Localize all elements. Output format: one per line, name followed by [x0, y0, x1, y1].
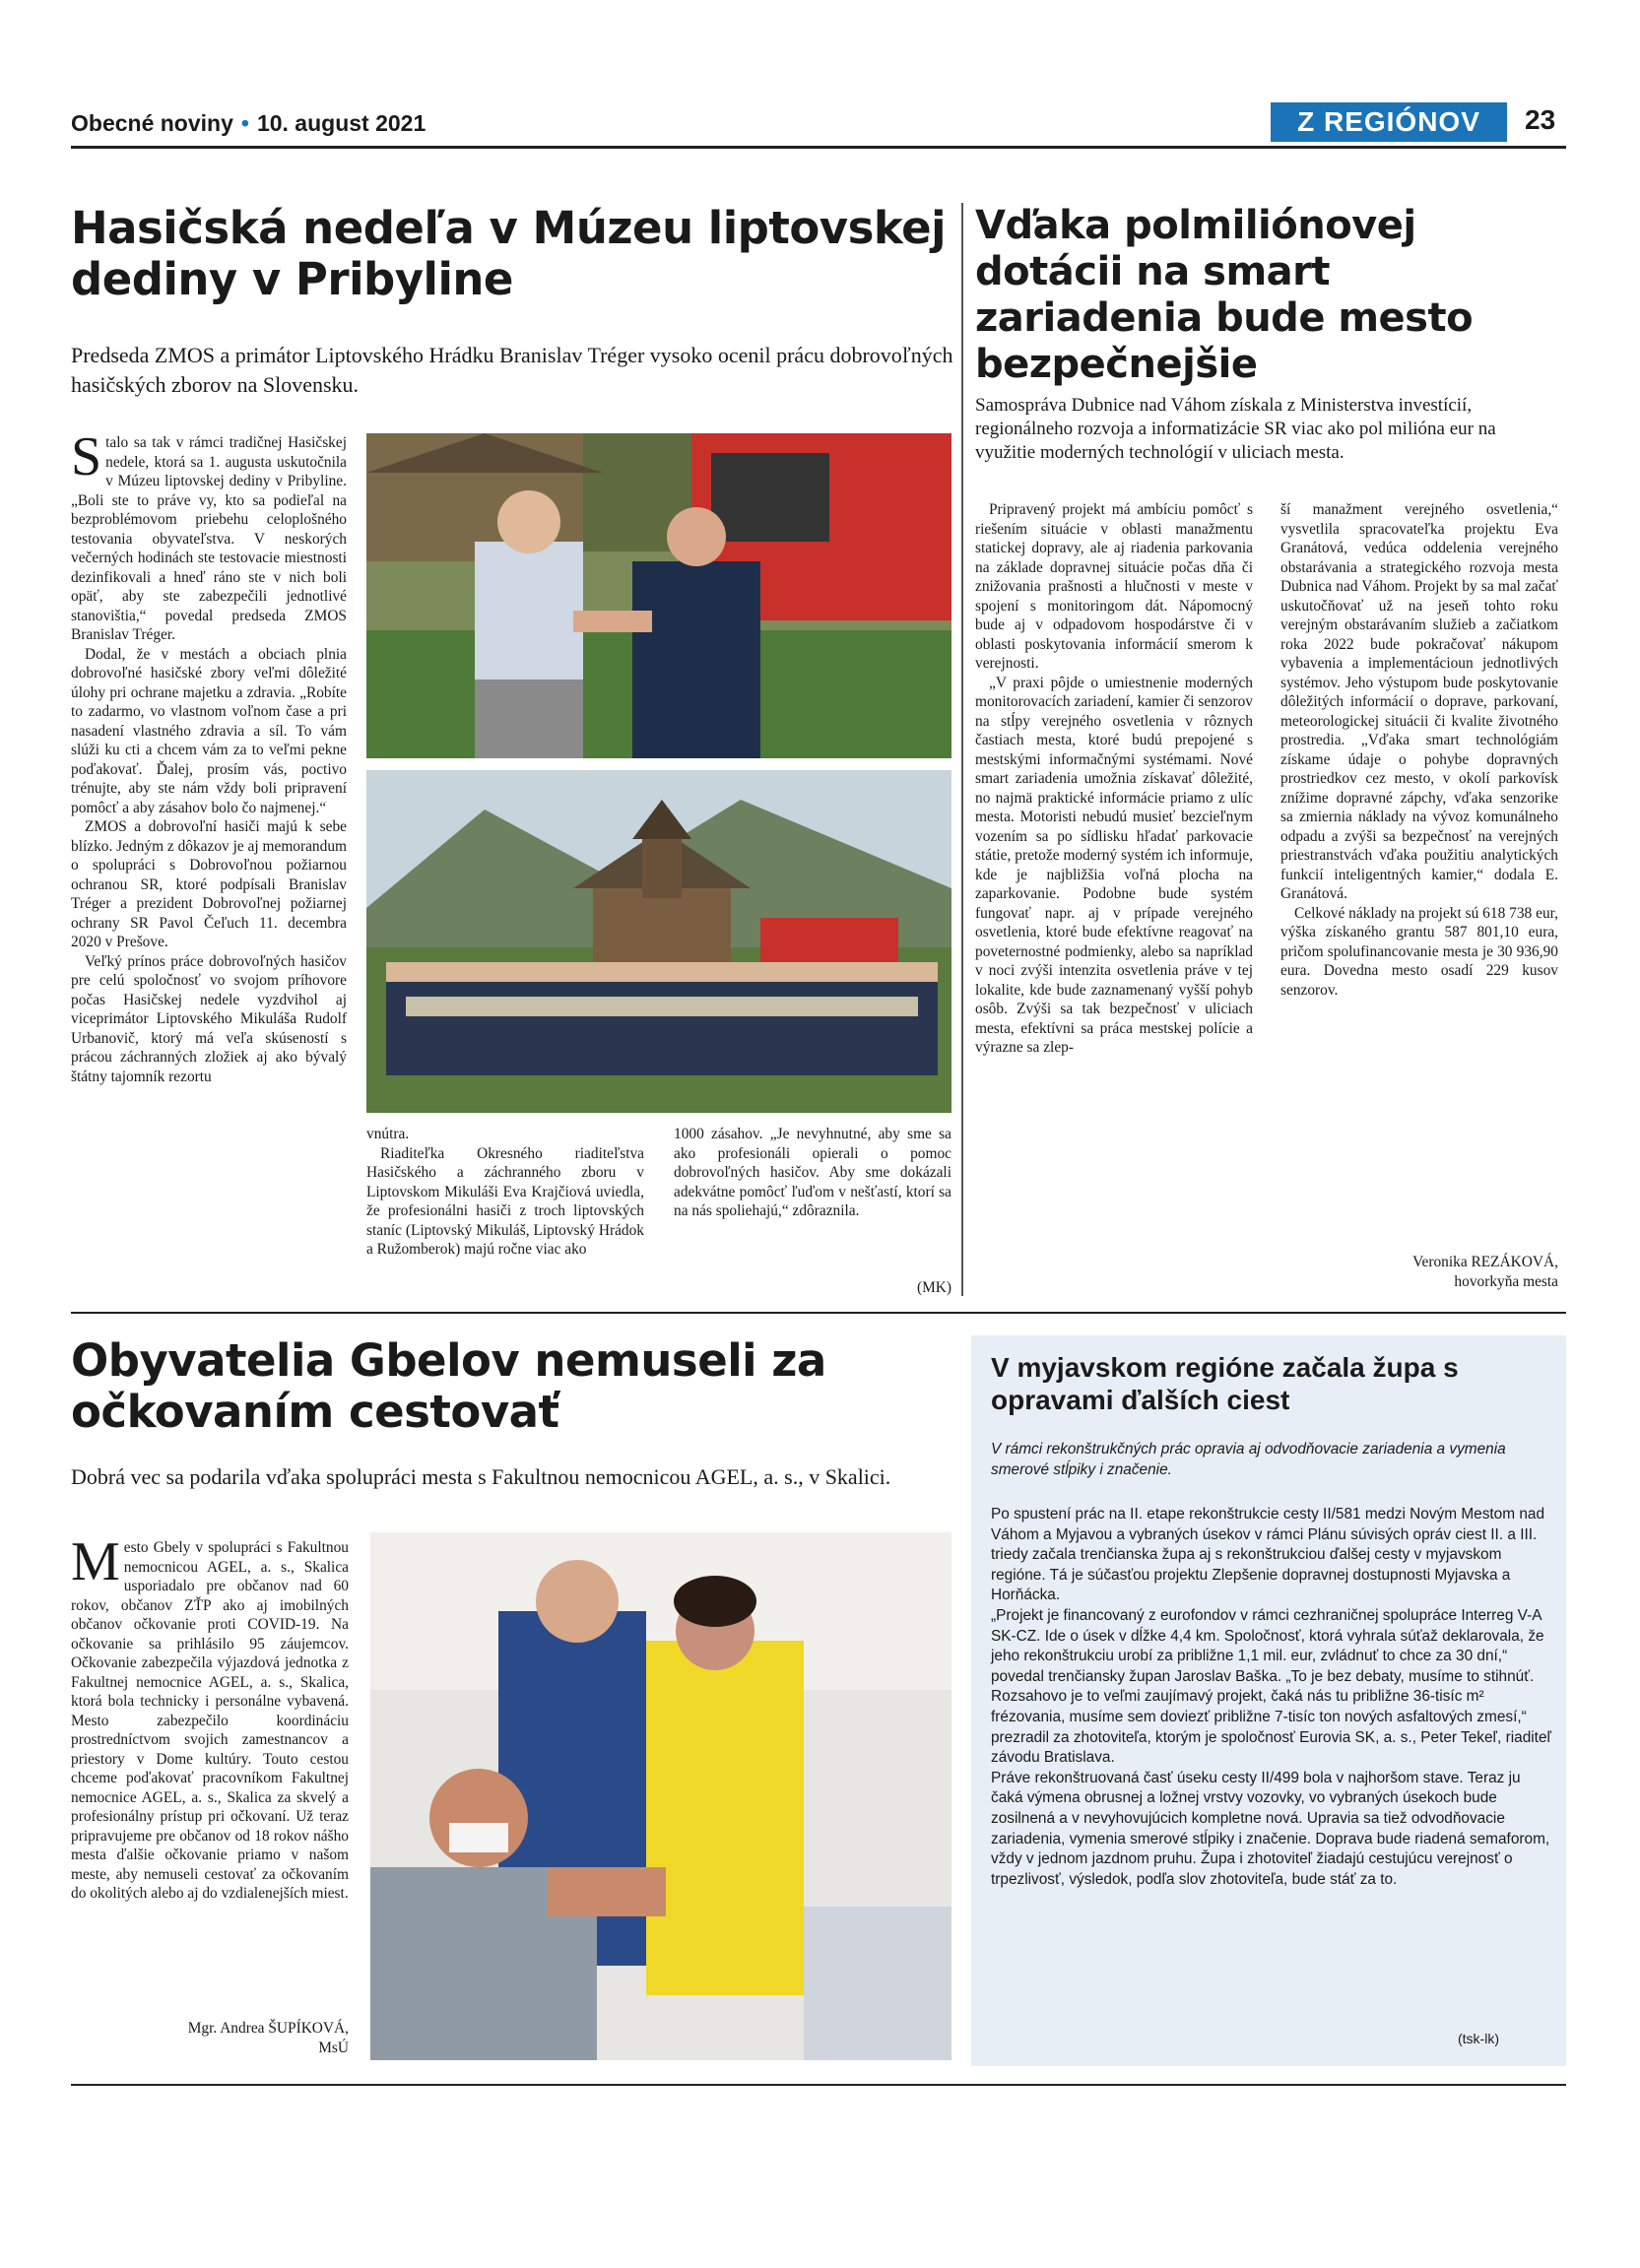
article4-title: V myjavskom regióne začala župa s opravami ďalších ciest: [991, 1352, 1459, 1415]
article3-title: Obyvatelia Gbelov nemuseli za očkovaním cestovať: [71, 1334, 826, 1438]
publication-name: Obecné noviny: [71, 110, 233, 136]
handshake-photo: [366, 433, 951, 758]
article4-lead: V rámci rekonštrukčných prác opravia aj odvodňovacie zariadenia a vymenia smerové stĺpiky i značenie.: [991, 1441, 1506, 1478]
signature-name: Veronika REZÁKOVÁ,: [1412, 1254, 1558, 1270]
article2-signature: [1280, 1253, 1558, 1291]
article3-column: [71, 1531, 349, 1904]
article1-column-1: [71, 426, 347, 1086]
paragraph: talo sa tak v rámci tradičnej Hasičskej nedele, ktorá sa 1. augusta uskutočnila v Múzeu liptovskej dediny v Pribyline. „Boli ste to práve vy, kto sa podieľal na bezproblémovom priebehu celoplošného testovania obyvateľstva. V neskorých večerných hodinách ste testovacie miestnosti dezinfikovali a hneď ráno ste v nich boli opäť, aby ste zabezpečili jednotlivé stanovištia,“ povedal predseda ZMOS Branislav Tréger.: [71, 434, 347, 643]
issue-date: 10. august 2021: [256, 110, 426, 136]
paragraph: 1000 zásahov. „Je nevyhnutné, aby sme sa ako profesionáli opierali o pomoc dobrovoľných hasičov. Aby sme dokázali adekvátne pomôcť ľuďom v nešťastí, ktorí sa na nás spoliehajú,“ zdôraznila.: [674, 1126, 951, 1219]
article4-signature: (tsk-lk): [1458, 2031, 1499, 2046]
paragraph: esto Gbely v spolupráci s Fakultnou nemocnicou AGEL, a. s., Skalica usporiadalo pre občanov nad 60 rokov, občanov ZŤP ako aj imobilných občanov očkovanie proti COVID-19. Na očkovanie sa prihlásilo 95 záujemcov. Očkovanie zabezpečila výjazdová jednotka z Fakultnej nemocnice AGEL, a. s., Skalica, ktorá bola technicky i personálne vybavená. Mesto zabezpečilo koordináciu prostredníctvom svojich zamestnancov a priestory v Dome kultúry. Touto cestou chceme poďakovať pracovníkom Fakultnej nemocnice AGEL, a. s., Skalica za skvelý a profesionálny prístup pri očkovaní. Už teraz pripravujeme pre občanov od 18 rokov nášho mesta ďalšie očkovanie priamo v našom meste, aby nemuseli cestovať za očkovaním do okolitých alebo aj do vzdialenejších miest.: [71, 1539, 349, 1902]
paragraph: Po spustení prác na II. etape rekonštrukcie cesty II/581 medzi Novým Mestom nad Váhom a Myjavou a vybraných úsekov v rámci Plánu súvisých opráv ciest II. a III. triedy začala trenčianska župa aj s rekonštrukciou ďalšej cesty v myjavskom regióne. Tá je súčasťou projektu Zlepšenie dopravnej dostupnosti Myjavska a Horňácka.: [991, 1506, 1545, 1604]
article2-column-2: [1280, 500, 1558, 1000]
article3-signature: [71, 2019, 349, 2057]
header-rule: [71, 146, 1566, 149]
article3-lead: Dobrá vec sa podarila vďaka spolupráci mesta s Fakultnou nemocnicou AGEL, a. s., v Skalici.: [71, 1464, 891, 1489]
paragraph: Veľký prínos práce dobrovoľných hasičov pre celú spoločnosť vo svojom príhovore počas Hasičskej nedele vyzdvihol aj viceprimátor Liptovského Mikuláša Rudolf Urbanovič, ktorý má veľa skúseností s prácou záchranných zložiek aj ako bývalý štátny tajomník rezortu: [71, 952, 347, 1085]
signature-role: MsÚ: [318, 2039, 349, 2056]
paragraph: vnútra.: [366, 1126, 410, 1142]
paragraph: Pripravený projekt má ambíciu pomôcť s riešením situácie v oblasti manažmentu statickej dopravy, ale aj riadenia parkovania na základe dopravnej situácie počas dňa či znižovania prašnosti a hlučnosti v meste v spojení s monitoringom dát. Nápomocný bude aj v odpadovom hospodárstve či v oblasti poskytovania informácií smerom k verejnosti.: [975, 501, 1253, 672]
article1-column-2: [366, 1125, 644, 1260]
firefighters-group-photo: [366, 770, 951, 1113]
article2-lead: Samospráva Dubnice nad Váhom získala z Ministerstva investícií, regionálneho rozvoja a informatizácie SR viac ako pol milióna eur na využitie moderných technológií v uliciach mesta.: [975, 395, 1496, 463]
signature-role: hovorkyňa mesta: [1454, 1272, 1558, 1290]
masthead: [71, 110, 426, 137]
paragraph: ší manažment verejného osvetlenia,“ vysvetlila spracovateľka projektu Eva Granátová, vedúca oddelenia verejného obstarávania a strategického rozvoja mesta Dubnica nad Váhom. Projekt by sa mal začať uskutočňovať už na jeseň tohto roku verejným obstarávaním služieb a začiatkom roka 2022 bude pokračovať nákupom vybavenia a implementácioun jednotlivých systémov. Jeho výstupom bude poskytovanie dôležitých informácií o doprave, parkovaní, meteorologickej situácii či kvalite životného prostredia. „Vďaka smart technológiám získame údaje o pohybe dopravných prostriedkov cez mesto, v okolí parkovísk znížime dopravné zápchy, vďaka senzorike sa zmiernia náklady na vývoz komunálneho odpadu a zvýši sa bezpečnosť na verejných priestranstvách vďaka použitiu analytických funkcií inteligentných kamier,“ dodala E. Granátová.: [1280, 501, 1558, 902]
paragraph: Riaditeľka Okresného riaditeľstva Hasičského a záchranného zboru v Liptovskom Mikuláši Eva Krajčiová uviedla, že profesionálni hasiči z troch liptovských staníc (Liptovský Mikuláš, Liptovský Hrádok a Ružomberok) majú ročne viac ako: [366, 1144, 644, 1258]
footer-rule: [71, 2084, 1566, 2086]
article1-title: Hasičská nedeľa v Múzeu liptovskej dediny v Pribyline: [71, 202, 947, 305]
section-rule: [71, 1312, 1566, 1314]
paragraph: Práve rekonštruovaná časť úseku cesty II/499 bola v najhoršom stave. Teraz ju čaká výmena obrusnej a ložnej vrstvy vozovky, vo vybraných úsekoch bude zosilnená a v nevyhovujúcich kompletne nová. Upravia sa tiež odvodňovacie zariadenia, vymenia smerové stĺpiky i značenie. Doprava bude riadená semaforom, vždy v jednom jazdnom pruhu. Župa i zhotoviteľ žiadajú cestujúcu verejnosť o trpezlivosť, výsledok, podľa slov zhotoviteľa, bude stáť za to.: [991, 1769, 1550, 1888]
page-number: 23: [1525, 104, 1556, 135]
article1-column-3: [674, 1125, 951, 1221]
separator-dot: •: [240, 110, 249, 136]
dropcap: S: [71, 426, 102, 487]
article2-column-1: [975, 500, 1253, 1058]
article4-body: [991, 1505, 1552, 1890]
paragraph: „V praxi pôjde o umiestnenie moderných monitorovacích zariadení, kamier či senzorov na stĺpy verejného osvetlenia v rôznych častiach mesta, ktoré budú prepojené s mestskými informačnými systémami. Nové smart zariadenia umožnia získavať dôležité, no najmä praktické informácie priamo z ulíc mesta. Motoristi nebudú musieť bezcieľnym vozením sa po sídlisku hľadať parkovacie státie, pretože moderný systém ich informuje, kde je najbližšia voľná plocha na zaparkovanie. Podobne bude systém fungovať napr. aj v prípade verejného osvetlenia, ktoré bude efektívne reagovať na poveternostné podmienky, alebo sa napríklad v noci zvýši intenzita osvetlenia práve v tej lokalite, kde bude zaznamenaný vyšší pohyb osôb. Zvýši sa tak bezpečnosť v uliciach mesta, efektívni sa práca mestskej polície a výrazne sa zlep-: [975, 674, 1253, 1056]
article1-lead: Predseda ZMOS a primátor Liptovského Hrádku Branislav Tréger vysoko ocenil prácu dobrovoľných hasičských zborov na Slovensku.: [71, 343, 953, 397]
article2-title: Vďaka polmiliónovej dotácii na smart zariadenia bude mesto bezpečnejšie: [975, 203, 1474, 387]
paragraph: ZMOS a dobrovoľní hasiči majú k sebe blízko. Jedným z dôkazov je aj memorandum o spolupráci s Dobrovoľnou požiarnou ochranou SR, ktoré podpísali Branislav Tréger a prezident Dobrovoľnej požiarnej ochrany SR Pavol Čeľuch 11. decembra 2020 v Prešove.: [71, 818, 347, 950]
dropcap: M: [71, 1531, 120, 1592]
vaccination-photo: [370, 1532, 951, 2060]
section-badge: Z REGIÓNOV: [1271, 102, 1507, 142]
paragraph: Dodal, že v mestách a obciach plnia dobrovoľné hasičské zbory veľmi dôležité úlohy pri ochrane majetku a zdravia. „Robíte to zadarmo, vo vlastnom voľnom čase a pri nasadení vlastného zdravia a síl. To vám slúži ku cti a chcem vám za to veľmi pekne poďakovať. Ďalej, prosím vás, poctivo trénujte, aby ste nám vždy boli pripravení pomôcť a aby zásahov bolo čo najmenej.“: [71, 645, 347, 816]
column-divider: [961, 203, 963, 1296]
article1-signature: (MK): [916, 1279, 951, 1296]
paragraph: Celkové náklady na projekt sú 618 738 eur, výška získaného grantu 587 801,10 eura, pričom spolufinancovanie mesta je 30 936,90 eura. Dovedna mesto osadí 229 kusov senzorov.: [1280, 904, 1558, 999]
paragraph: „Projekt je financovaný z eurofondov v rámci cezhraničnej spolupráce Interreg V-A SK-CZ. Ide o úsek v dĺžke 4,4 km. Spoločnosť, ktorá vyhrala súťaž deklarovala, že jeho rekonštrukciu urobí za približne 1,1 mil. eur, zvládnuť to chce za 30 dní,“ povedal trenčiansky župan Jaroslav Baška. „To je bez debaty, musíme to stihnúť. Rozsahovo je to veľmi zaujímavý projekt, čaká nás tu približne 36-tisíc m² frézovania, musíme sem doviezť približne 7-tisíc ton nových asfaltových zmesí,“ prezradil za zhotoviteľa, ktorým je spoločnosť Eurovia SK, a. s., Peter Tekeľ, riaditeľ závodu Bratislava.: [991, 1606, 1551, 1767]
signature-name: Mgr. Andrea ŠUPÍKOVÁ,: [187, 2020, 349, 2037]
